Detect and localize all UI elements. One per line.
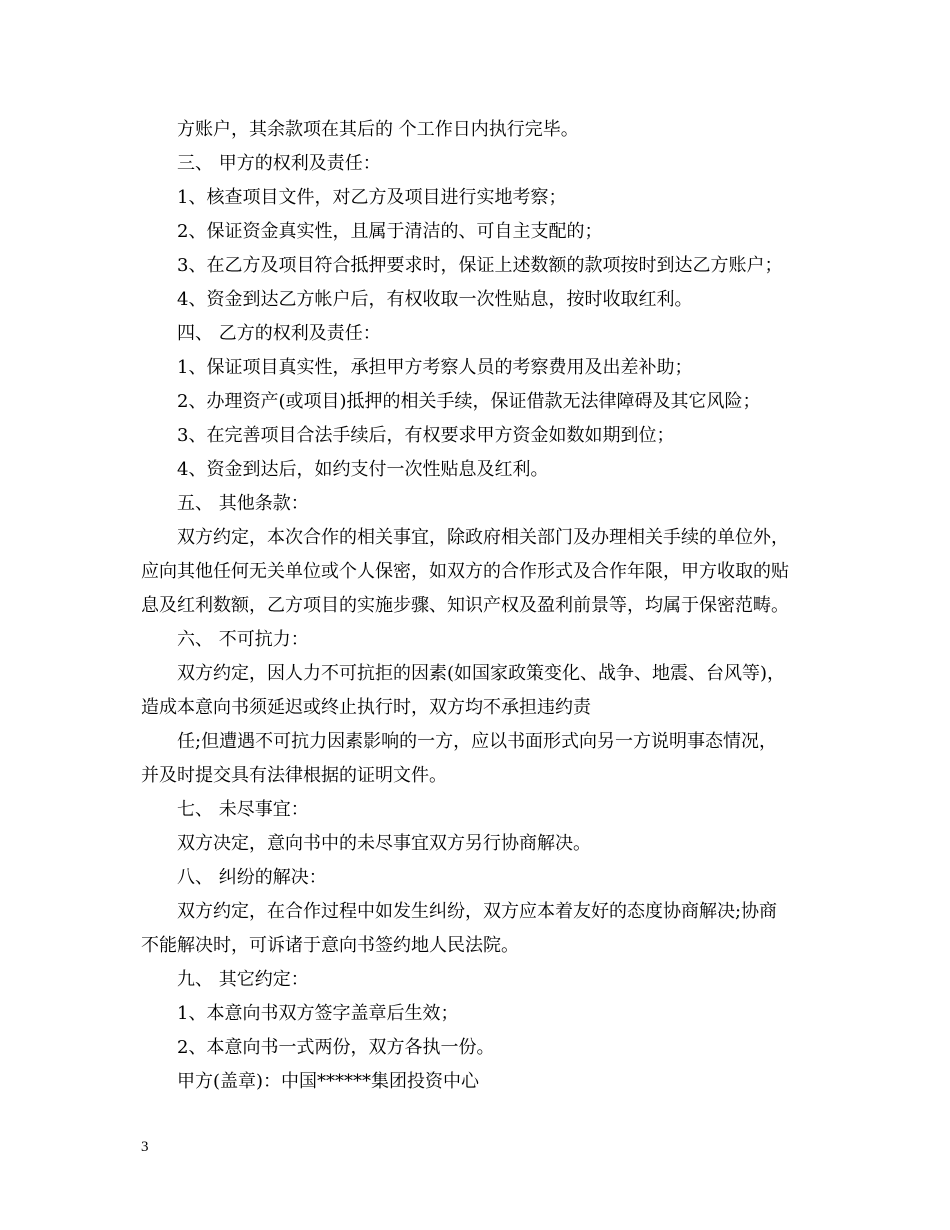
text-line: 息及红利数额，乙方项目的实施步骤、知识产权及盈利前景等，均属于保密范畴。: [141, 595, 789, 616]
document-body: [141, 113, 813, 1099]
text-line: 双方约定，在合作过程中如发生纠纷，双方应本着友好的态度协商解决;协商: [177, 901, 778, 922]
page-number: 3: [141, 1139, 149, 1155]
text-line: 四、 乙方的权利及责任：: [177, 323, 381, 344]
text-line: 1、本意向书双方签字盖章后生效；: [177, 1003, 459, 1024]
text-line: 1、保证项目真实性，承担甲方考察人员的考察费用及出差补助；: [177, 357, 693, 378]
text-line: 七、 未尽事宜：: [177, 799, 309, 820]
text-line: 并及时提交具有法律根据的证明文件。: [141, 765, 447, 786]
text-line: 任;但遭遇不可抗力因素影响的一方，应以书面形式向另一方说明事态情况，: [177, 731, 778, 752]
text-line: 方账户，其余款项在其后的 个工作日内执行完毕。: [177, 119, 579, 140]
text-line: 4、资金到达乙方帐户后，有权收取一次性贴息，按时收取红利。: [177, 289, 693, 310]
text-line: 1、核查项目文件，对乙方及项目进行实地考察；: [177, 187, 567, 208]
text-line: 4、资金到达后，如约支付一次性贴息及红利。: [177, 459, 549, 480]
text-line: 2、办理资产(或项目)抵押的相关手续，保证借款无法律障碍及其它风险；: [177, 391, 761, 412]
text-line: 九、 其它约定：: [177, 969, 309, 990]
text-line: 2、保证资金真实性，且属于清洁的、可自主支配的；: [177, 221, 603, 242]
text-line: 双方约定，因人力不可抗拒的因素(如国家政策变化、战争、地震、台风等)，: [177, 663, 786, 684]
text-line: 3、在乙方及项目符合抵押要求时，保证上述数额的款项按时到达乙方账户；: [177, 255, 783, 276]
text-line: 五、 其他条款：: [177, 493, 309, 514]
text-line: 六、 不可抗力：: [177, 629, 309, 650]
text-line: 甲方(盖章)：中国******集团投资中心: [177, 1071, 480, 1092]
text-line: 3、在完善项目合法手续后，有权要求甲方资金如数如期到位；: [177, 425, 675, 446]
text-line: 八、 纠纷的解决：: [177, 867, 327, 888]
text-line: 应向其他任何无关单位或个人保密，如双方的合作形式及合作年限，甲方收取的贴: [141, 561, 789, 582]
text-line: 三、 甲方的权利及责任：: [177, 153, 381, 174]
text-line: 双方约定，本次合作的相关事宜，除政府相关部门及办理相关手续的单位外，: [177, 527, 789, 548]
text-line: 2、本意向书一式两份，双方各执一份。: [177, 1037, 495, 1058]
text-line: 双方决定，意向书中的未尽事宜双方另行协商解决。: [177, 833, 591, 854]
text-line: 不能解决时，可诉诸于意向书签约地人民法院。: [141, 935, 519, 956]
text-line: 造成本意向书须延迟或终止执行时，双方均不承担违约责: [141, 697, 591, 718]
